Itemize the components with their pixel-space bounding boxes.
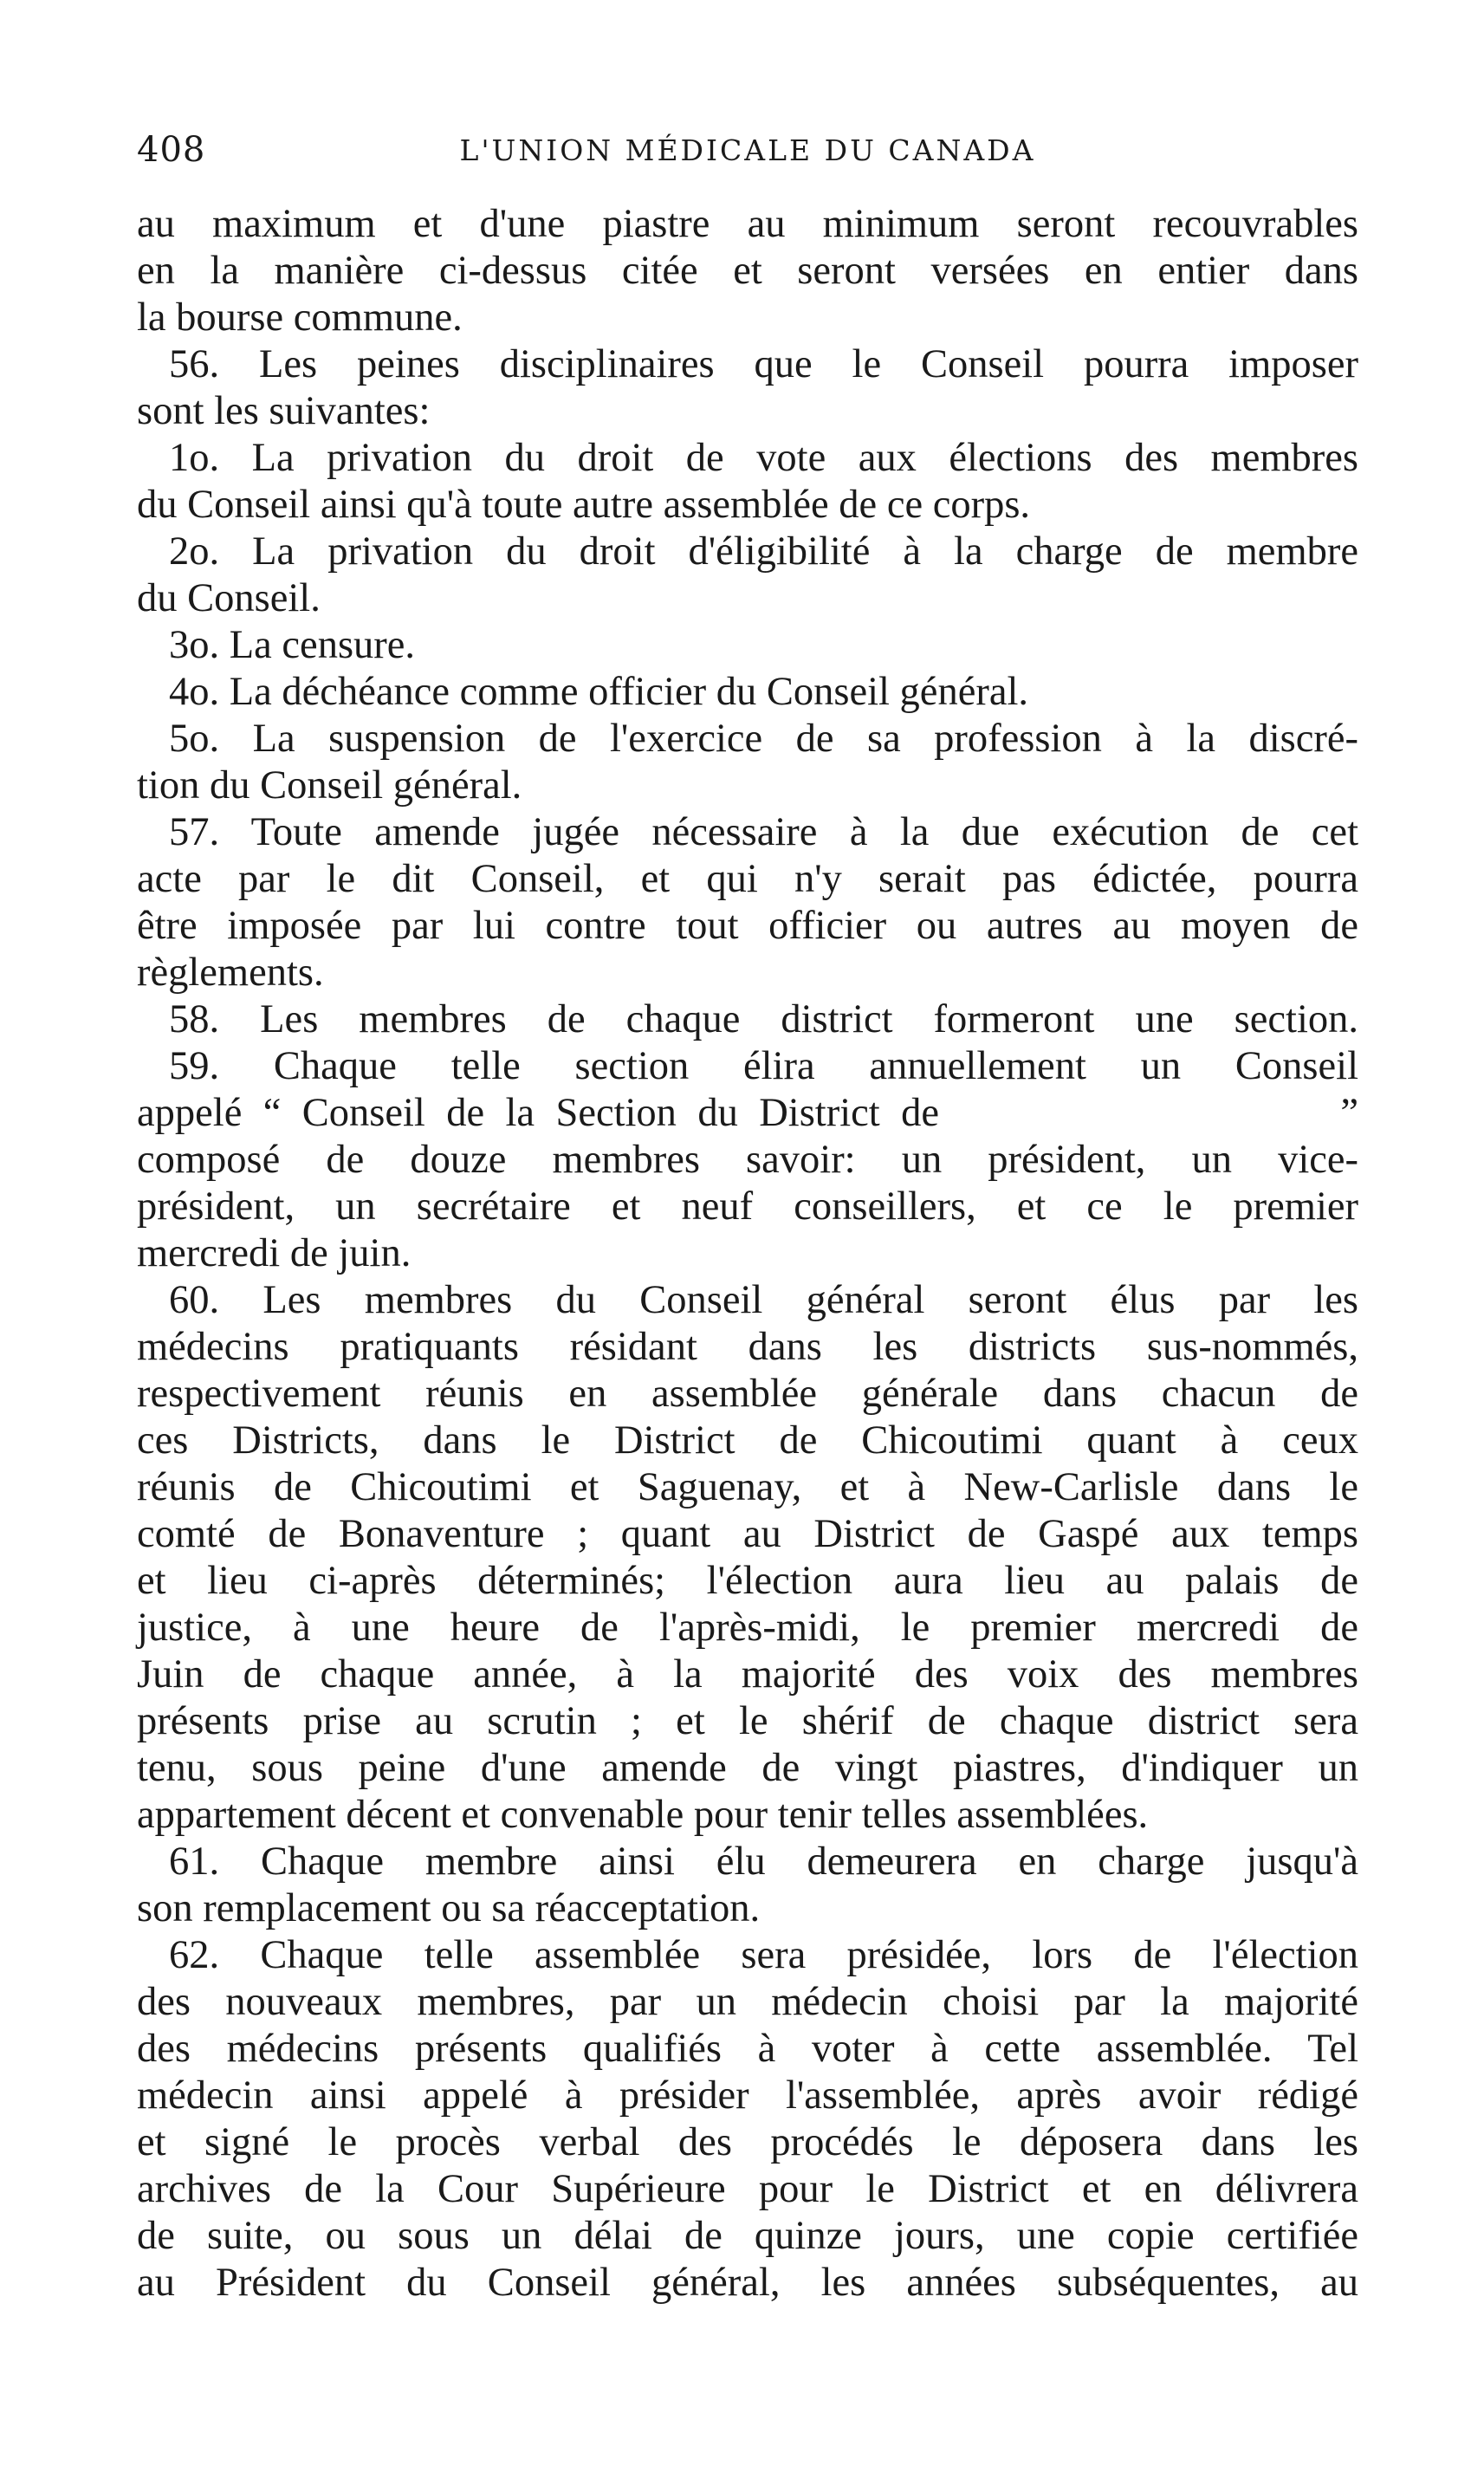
text-line: règlements. — [137, 951, 324, 995]
text-line: comté de Bonaventure ; quant au District de Gaspé aux temps — [137, 1512, 1358, 1556]
page — [137, 130, 1358, 2307]
text-line: composé de douze membres savoir: un président, un vice- — [137, 1138, 1358, 1182]
text-line: au Président du Conseil général, les années subséquentes, au — [137, 2261, 1358, 2305]
text-line: son remplacement ou sa réacceptation. — [137, 1886, 761, 1930]
penalty-4: 4o. La déchéance comme officier du Conseil général. — [169, 670, 1029, 714]
article-59: 59. Chaque telle section élira annuellement un Conseil — [169, 1044, 1358, 1088]
text-line: Juin de chaque année, à la majorité des voix des membres — [137, 1652, 1358, 1697]
text-line: être imposée par lui contre tout officier ou autres au moyen de — [137, 904, 1358, 948]
text-line: président, un secrétaire et neuf conseillers, et ce le premier — [137, 1184, 1358, 1229]
text-line: sont les suivantes: — [137, 389, 431, 433]
text-line: des médecins présents qualifiés à voter à cette assemblée. Tel — [137, 2027, 1358, 2071]
body-text — [137, 201, 1358, 2307]
running-head — [137, 130, 1358, 178]
text-line: et signé le procès verbal des procédés le déposera dans les — [137, 2120, 1358, 2164]
article-58: 58. Les membres de chaque district formeront une section. — [169, 997, 1358, 1041]
text-line: mercredi de juin. — [137, 1231, 412, 1275]
text-line: en la manière ci-dessus citée et seront versées en entier dans — [137, 249, 1358, 293]
penalty-2: 2o. La privation du droit d'éligibilité à la charge de membre — [169, 529, 1358, 574]
text-line: respectivement réunis en assemblée générale dans chacun de — [137, 1372, 1358, 1416]
text-line: acte par le dit Conseil, et qui n'y serait pas édictée, pourra — [137, 857, 1358, 901]
article-62: 62. Chaque telle assemblée sera présidée, lors de l'élection — [169, 1933, 1358, 1977]
page-number: 408 — [137, 130, 206, 170]
article-57: 57. Toute amende jugée nécessaire à la due exécution de cet — [169, 810, 1358, 854]
text-line: du Conseil. — [137, 576, 321, 620]
text-line: des nouveaux membres, par un médecin choisi par la majorité — [137, 1980, 1358, 2024]
text-line: réunis de Chicoutimi et Saguenay, et à New-Carlisle dans le — [137, 1465, 1358, 1509]
text-line: appartement décent et convenable pour tenir telles assemblées. — [137, 1793, 1149, 1837]
text-line: de suite, ou sous un délai de quinze jours, une copie certifiée — [137, 2214, 1358, 2258]
text-line: tion du Conseil général. — [137, 763, 522, 808]
penalty-5: 5o. La suspension de l'exercice de sa profession à la discré- — [169, 717, 1358, 761]
penalty-3: 3o. La censure. — [169, 623, 416, 667]
text-line: médecins pratiquants résidant dans les districts sus-nommés, — [137, 1325, 1358, 1369]
article-60: 60. Les membres du Conseil général seront élus par les — [169, 1278, 1358, 1322]
text-line: présents prise au scrutin ; et le shérif de chaque district sera — [137, 1699, 1358, 1743]
text-line: du Conseil ainsi qu'à toute autre assemblée de ce corps. — [137, 483, 1031, 527]
article-56: 56. Les peines disciplinaires que le Conseil pourra imposer — [169, 342, 1358, 386]
text-line: tenu, sous peine d'une amende de vingt piastres, d'indiquer un — [137, 1746, 1358, 1790]
text-line: au maximum et d'une piastre au minimum seront recouvrables — [137, 202, 1358, 246]
text-line: appelé “ Conseil de la Section du District de ” — [137, 1091, 1358, 1135]
text-line: médecin ainsi appelé à présider l'assemblée, après avoir rédigé — [137, 2073, 1358, 2118]
text-line: la bourse commune. — [137, 295, 463, 340]
text-line: archives de la Cour Supérieure pour le District et en délivrera — [137, 2167, 1358, 2211]
penalty-1: 1o. La privation du droit de vote aux élections des membres — [169, 436, 1358, 480]
text-line: et lieu ci-après déterminés; l'élection aura lieu au palais de — [137, 1559, 1358, 1603]
journal-title: L'UNION MÉDICALE DU CANADA — [459, 133, 1036, 167]
article-61: 61. Chaque membre ainsi élu demeurera en charge jusqu'à — [169, 1839, 1358, 1884]
text-line: ces Districts, dans le District de Chicoutimi quant à ceux — [137, 1418, 1358, 1463]
text-line: justice, à une heure de l'après-midi, le premier mercredi de — [137, 1606, 1358, 1650]
